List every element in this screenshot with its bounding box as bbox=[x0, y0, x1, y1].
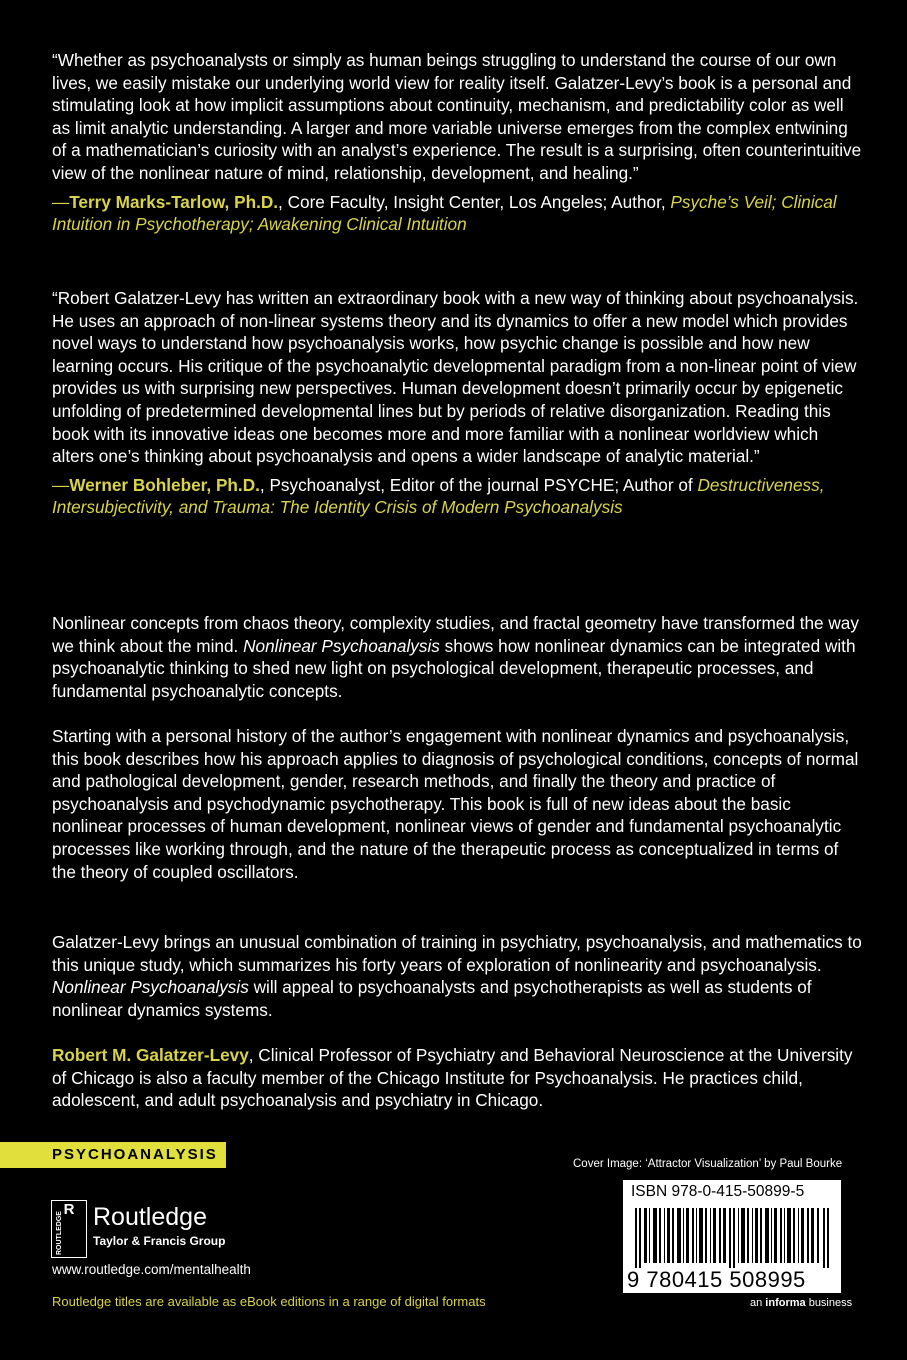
description-p1: Nonlinear concepts from chaos theory, complexity studies, and fractal geometry have transformed the way we think about the mind. Nonlinear Psychoanalysis shows how nonlinear dynamics can be integrated with psychoanalytic thinking to shed new light on psychological development, therapeutic processes, and fundamental psychoanalytic concepts. bbox=[52, 613, 859, 701]
publisher-name: Routledge bbox=[93, 1203, 207, 1231]
barcode-icon bbox=[635, 1208, 831, 1268]
author-bio: Robert M. Galatzer-Levy, Clinical Professor of Psychiatry and Behavioral Neuroscience at the University of Chicago is also a faculty member of the Chicago Institute for Psychoanalysis. He practices child, adolescent, and adult psychoanalysis and psychiatry in Chicago. bbox=[52, 1045, 853, 1111]
endorser-works: Psyche’s Veil; Clinical Intuition in Psychotherapy; Awakening Clinical Intuition bbox=[52, 191, 837, 235]
endorsement-1-attribution bbox=[52, 191, 864, 236]
endorser-role: , Psychoanalyst, Editor of the journal PSYCHE; Author of bbox=[259, 474, 698, 495]
endorser-works: Destructiveness, Intersubjectivity, and Trauma: The Identity Crisis of Modern Psychoanalysis bbox=[52, 474, 825, 518]
publisher-group: Taylor & Francis Group bbox=[93, 1234, 226, 1248]
endorsement-2-quote: “Robert Galatzer-Levy has written an extraordinary book with a new way of thinking about psychoanalysis. He uses an approach of non-linear systems theory and its dynamics to offer a new model which provides novel ways to understand how psychoanalysis works, how psychic change is possible and how new learning occurs. His critique of the psychoanalytic developmental paradigm from a non-linear point of view provides us with surprising new perspectives. Human development doesn’t primarily occur by epigenetic unfolding of predetermined developmental lines but by periods of relative disorganization. Reading this book with its innovative ideas one becomes more and more familiar with a nonlinear worldview which alters one’s thinking about psychoanalysis and opens a wider landscape of analytic material.” bbox=[52, 288, 859, 467]
endorser-name: Terry Marks-Tarlow, Ph.D. bbox=[69, 191, 279, 212]
attribution-dash: — bbox=[52, 474, 70, 495]
ebook-note: Routledge titles are available as eBook editions in a range of digital formats bbox=[52, 1294, 486, 1309]
endorsement-1-quote: “Whether as psychoanalysts or simply as human beings struggling to understand the course of our own lives, we easily mistake our underlying world view for reality itself. Galatzer-Levy’s book is a personal and stimulating look at how implicit assumptions about continuity, mechanism, and predictability color as well as limit analytic understanding. A larger and more variable universe emerges from the complex entwining of a mathematician’s curiosity with an analyst’s experience. The result is a surprising, often counterintuitive view of the nonlinear nature of mind, relationship, development, and healing.” bbox=[52, 50, 862, 183]
endorsement-2 bbox=[52, 287, 864, 519]
routledge-logo-icon: R ROUTLEDGE bbox=[51, 1200, 87, 1258]
endorser-role: , Core Faculty, Insight Center, Los Angeles; Author, bbox=[278, 191, 671, 212]
isbn-digits: 9 780415 508995 bbox=[627, 1267, 806, 1292]
endorser-name: Werner Bohleber, Ph.D. bbox=[69, 474, 260, 495]
informa-tagline: an informa business bbox=[750, 1297, 853, 1309]
cover-credit: Cover Image: ‘Attractor Visualization’ by Paul Bourke bbox=[573, 1158, 843, 1170]
endorsement-2-attribution bbox=[52, 474, 864, 519]
endorsement-1 bbox=[52, 49, 864, 236]
description-p2: Starting with a personal history of the author’s engagement with nonlinear dynamics and psychoanalysis, this book describes how his approach applies to diagnosis of psychological conditions, concepts of normal and pathological development, gender, research methods, and finally the theory and practice of psychoanalysis and psychodynamic psychotherapy. This book is full of new ideas about the basic nonlinear processes of human development, nonlinear views of gender and fundamental psychoanalytic processes like working through, and the nature of the therapeutic process as conceptualized in terms of the theory of coupled oscillators. bbox=[52, 726, 859, 882]
publisher-url[interactable]: www.routledge.com/mentalhealth bbox=[52, 1262, 251, 1277]
book-title: Nonlinear Psychoanalysis bbox=[52, 977, 249, 998]
book-title: Nonlinear Psychoanalysis bbox=[243, 635, 440, 656]
description-p3: Galatzer-Levy brings an unusual combination of training in psychiatry, psychoanalysis, and mathematics to this unique study, which summarizes his forty years of exploration of nonlinearity and psychoanalysis. Nonlinear Psychoanalysis will appeal to psychoanalysts and psychotherapists as well as students of nonlinear dynamics systems. bbox=[52, 932, 862, 1020]
isbn-barcode bbox=[623, 1180, 841, 1293]
attribution-dash: — bbox=[52, 191, 70, 212]
isbn-label: ISBN 978-0-415-50899-5 bbox=[631, 1183, 805, 1200]
author-name: Robert M. Galatzer-Levy bbox=[52, 1045, 249, 1065]
subject-label: PSYCHOANALYSIS bbox=[0, 1142, 226, 1168]
